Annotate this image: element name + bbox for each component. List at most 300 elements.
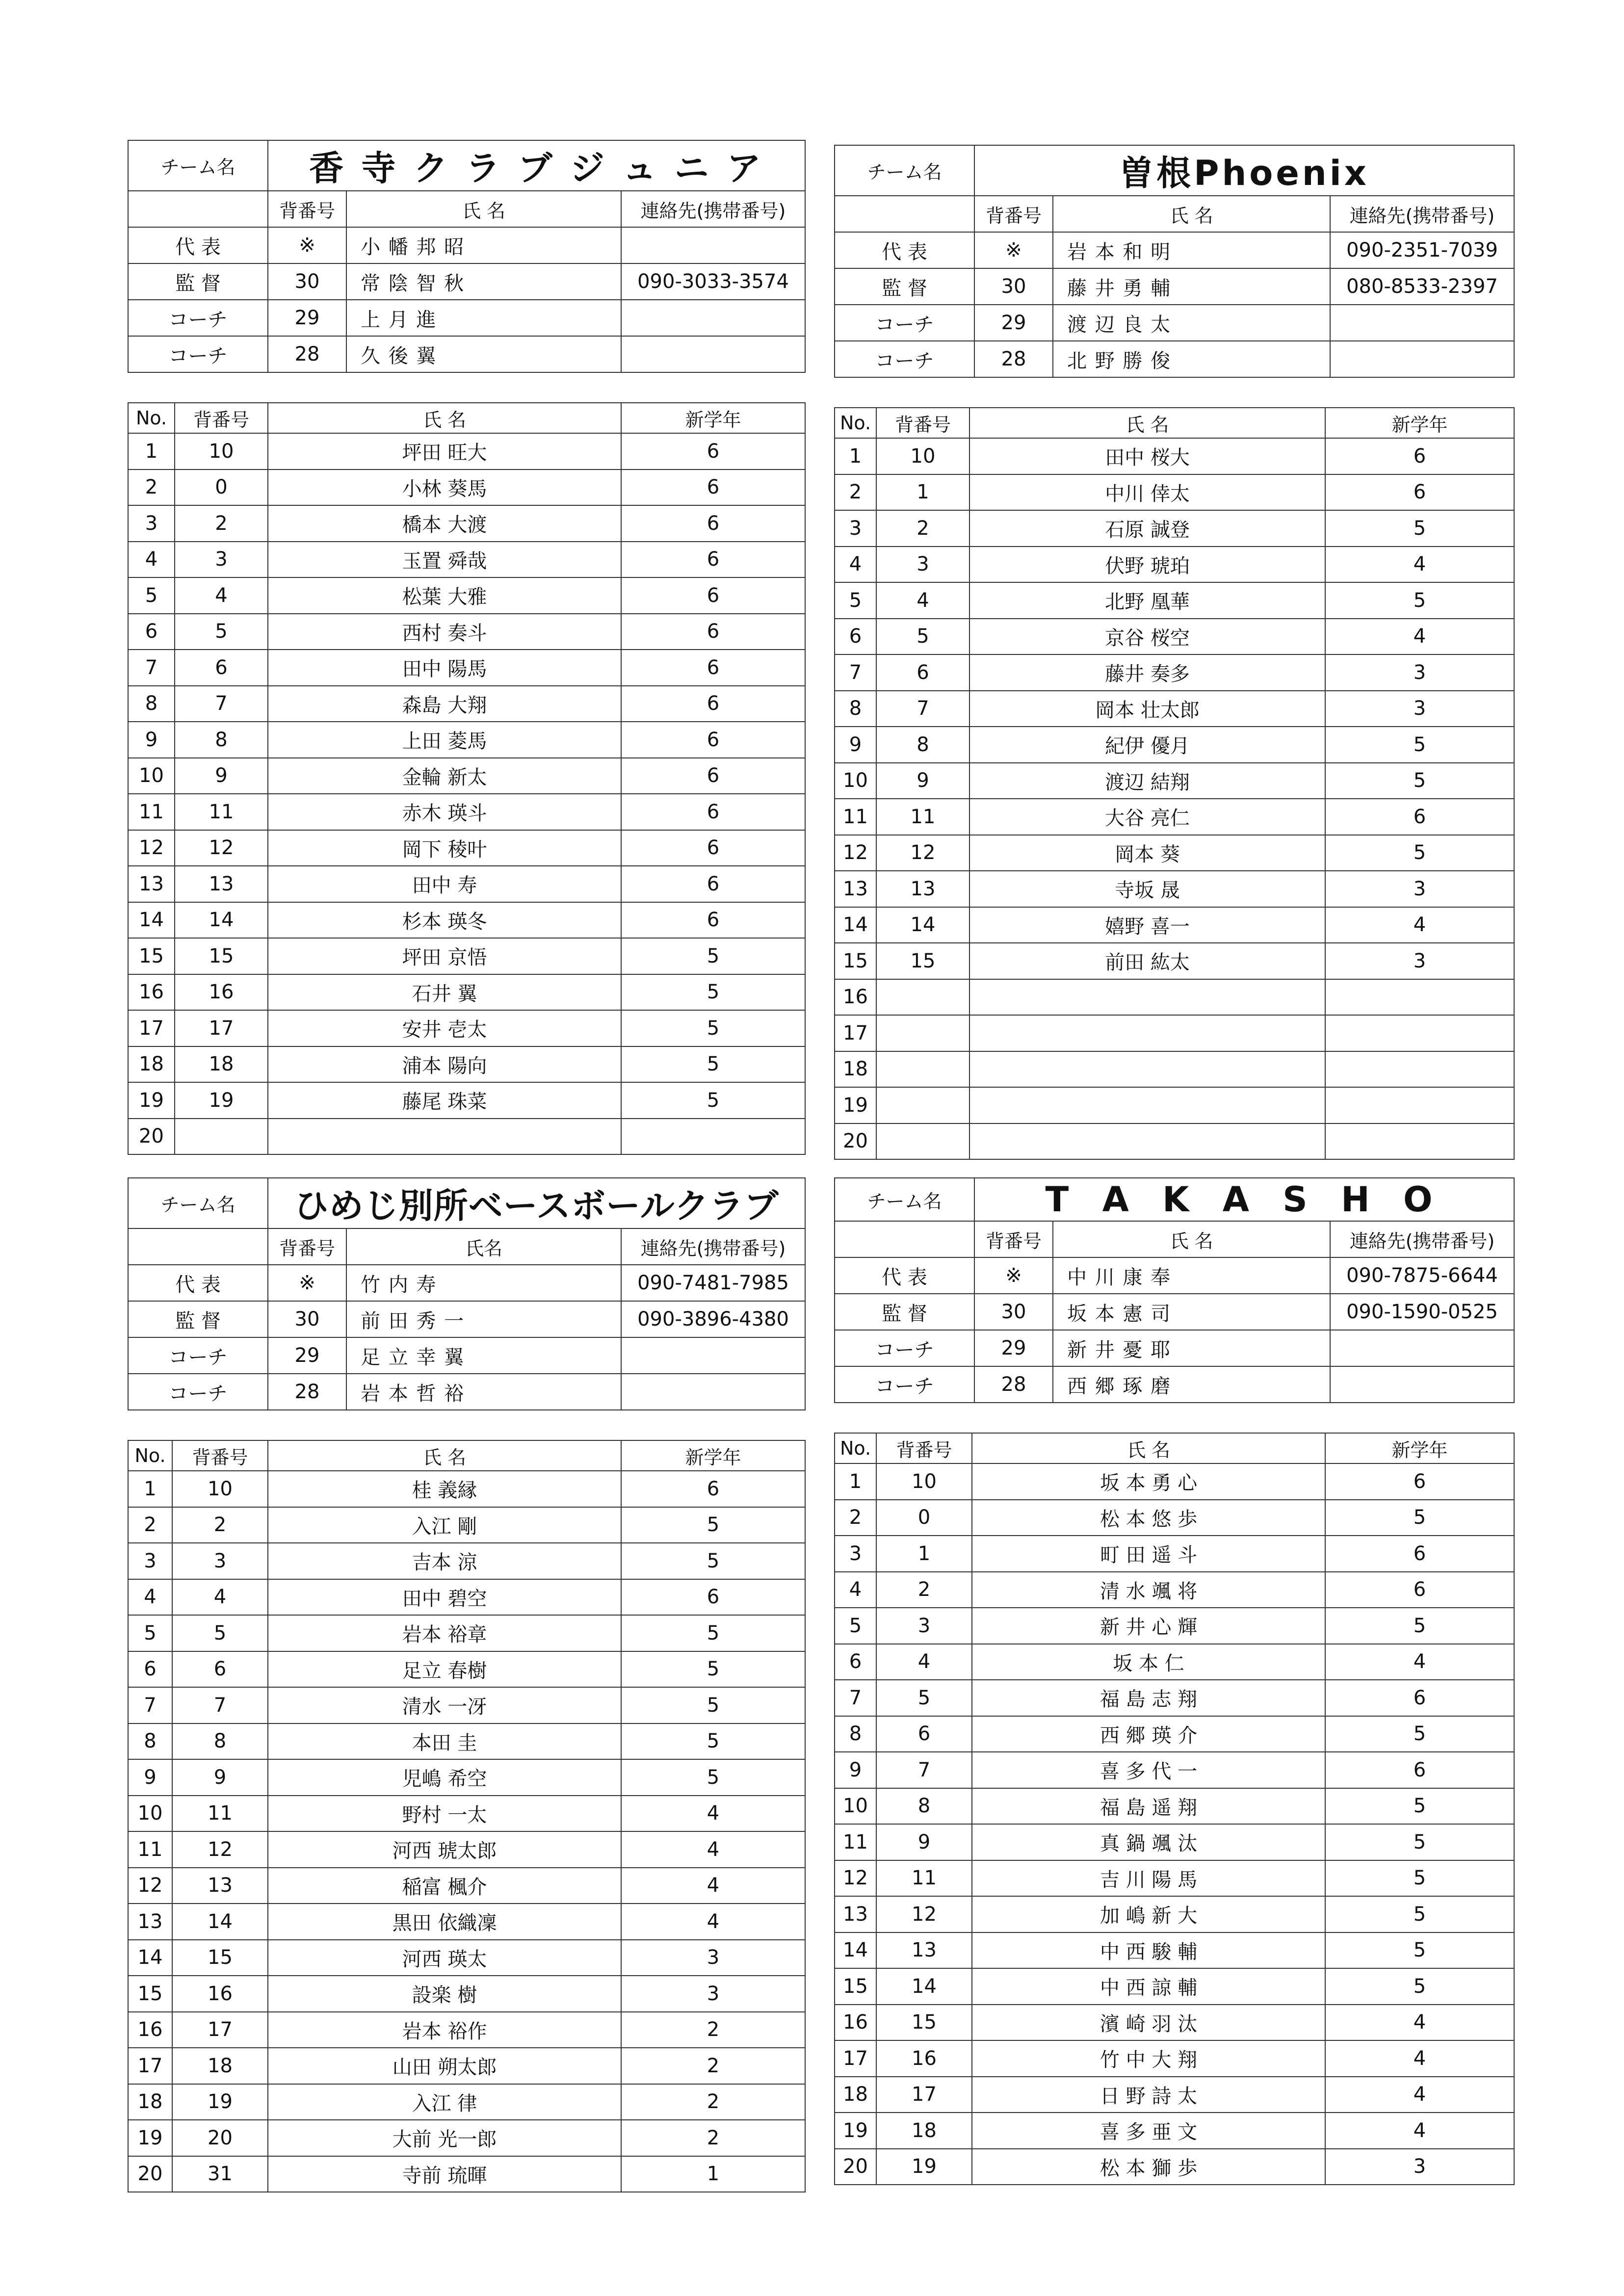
- staff-name: 小 幡 邦 昭: [346, 227, 621, 263]
- staff-table: [128, 1177, 806, 1410]
- player-name: 田中 碧空: [268, 1579, 621, 1616]
- table-row: [128, 650, 805, 686]
- player-name: [969, 1087, 1325, 1123]
- table-row: [128, 1904, 805, 1940]
- player-number: 2: [175, 505, 268, 542]
- table-row: [835, 2149, 1514, 2185]
- player-no: 9: [835, 727, 876, 763]
- player-number: 19: [876, 2149, 972, 2185]
- player-table: [128, 1440, 806, 2192]
- player-name: 岡下 稜叶: [268, 830, 621, 866]
- table-row: [128, 1940, 805, 1976]
- table-row: [128, 1759, 805, 1796]
- player-name: 河西 瑛太: [268, 1940, 621, 1976]
- player-name: 坂 本 仁: [972, 1644, 1325, 1680]
- contact-header: 連絡先(携帯番号): [1330, 1221, 1514, 1257]
- player-name: 赤木 瑛斗: [268, 794, 621, 830]
- player-number: 12: [876, 1896, 972, 1932]
- number-header: 背番号: [268, 191, 346, 227]
- player-number: 3: [172, 1543, 268, 1579]
- player-name: 藤井 奏多: [969, 654, 1325, 691]
- player-grade: 6: [621, 722, 805, 758]
- player-no: 7: [835, 1680, 876, 1716]
- player-no: 3: [835, 510, 876, 547]
- player-number: [876, 1051, 969, 1088]
- player-grade: 4: [1325, 907, 1514, 943]
- table-row: [835, 1824, 1514, 1860]
- player-number: 13: [876, 871, 969, 907]
- player-name: 坪田 京悟: [268, 938, 621, 974]
- player-no: 4: [835, 1572, 876, 1608]
- player-no: 11: [835, 1824, 876, 1860]
- staff-name: 坂 本 憲 司: [1053, 1294, 1330, 1330]
- player-name: 足立 春樹: [268, 1651, 621, 1688]
- no-header: No.: [835, 1433, 876, 1463]
- player-number: 16: [175, 974, 268, 1011]
- table-row: [128, 2156, 805, 2192]
- grade-header: 新学年: [621, 403, 805, 433]
- player-name: 石原 誠登: [969, 510, 1325, 547]
- player-number: 4: [175, 577, 268, 614]
- table-row: [835, 582, 1514, 619]
- player-name: 中 西 諒 輔: [972, 1968, 1325, 2005]
- number-header: 背番号: [974, 1221, 1053, 1257]
- player-grade: 6: [621, 650, 805, 686]
- player-number: 0: [876, 1500, 972, 1536]
- player-no: 3: [835, 1536, 876, 1572]
- staff-name: 岩 本 和 明: [1053, 232, 1330, 268]
- table-row: [128, 1831, 805, 1868]
- player-number: 12: [175, 830, 268, 866]
- player-grade: 6: [621, 542, 805, 578]
- player-name: 岩本 裕作: [268, 2012, 621, 2048]
- team-name-label: チーム名: [835, 1178, 974, 1221]
- role-label: 代 表: [128, 1265, 268, 1301]
- table-row: [835, 619, 1514, 655]
- player-grade: [1325, 979, 1514, 1016]
- player-name: 町 田 遥 斗: [972, 1536, 1325, 1572]
- player-no: 17: [128, 2048, 172, 2084]
- player-number: 8: [172, 1723, 268, 1760]
- player-no: 4: [128, 1579, 172, 1616]
- player-no: 2: [128, 470, 175, 506]
- staff-name: 足 立 幸 翼: [346, 1337, 621, 1374]
- table-row: [128, 1687, 805, 1723]
- player-grade: 6: [1325, 438, 1514, 474]
- player-number: 17: [175, 1010, 268, 1046]
- table-row: [835, 1752, 1514, 1788]
- staff-number: 28: [268, 336, 346, 372]
- table-row: [835, 2005, 1514, 2041]
- player-grade: 5: [1325, 1860, 1514, 1897]
- table-row: [835, 438, 1514, 474]
- staff-table: [834, 145, 1515, 378]
- player-grade: 6: [621, 902, 805, 939]
- player-grade: 5: [1325, 1608, 1514, 1644]
- player-no: 14: [835, 1932, 876, 1969]
- player-grade: 5: [1325, 1896, 1514, 1932]
- player-name: 黒田 依織凜: [268, 1904, 621, 1940]
- player-no: 9: [128, 1759, 172, 1796]
- player-grade: 6: [621, 470, 805, 506]
- player-grade: 5: [621, 974, 805, 1011]
- player-grade: 6: [621, 866, 805, 902]
- player-no: 7: [128, 650, 175, 686]
- player-grade: 6: [1325, 1680, 1514, 1716]
- player-no: 6: [128, 614, 175, 650]
- role-label: コーチ: [128, 1337, 268, 1374]
- player-grade: 2: [621, 2120, 805, 2156]
- player-grade: 5: [621, 1687, 805, 1723]
- table-row: [835, 835, 1514, 871]
- player-no: 7: [835, 654, 876, 691]
- player-number: [876, 979, 969, 1016]
- staff-phone: [1330, 305, 1514, 341]
- name-header: 氏 名: [268, 1440, 621, 1471]
- player-number: 7: [172, 1687, 268, 1723]
- player-name: [969, 1123, 1325, 1160]
- player-grade: 6: [621, 758, 805, 794]
- player-name: [268, 1119, 621, 1155]
- player-no: 14: [835, 907, 876, 943]
- player-no: 8: [835, 691, 876, 727]
- player-number: 11: [876, 1860, 972, 1897]
- player-name: [969, 979, 1325, 1016]
- player-name: [969, 1051, 1325, 1088]
- player-no: 11: [128, 794, 175, 830]
- player-no: 20: [128, 2156, 172, 2192]
- player-grade: 6: [621, 505, 805, 542]
- player-grade: 4: [1325, 2005, 1514, 2041]
- staff-phone: 090-7481-7985: [621, 1265, 805, 1301]
- table-row: [835, 1087, 1514, 1123]
- player-grade: 5: [621, 1082, 805, 1119]
- staff-phone: 090-1590-0525: [1330, 1294, 1514, 1330]
- player-grade: [1325, 1087, 1514, 1123]
- player-no: 5: [835, 582, 876, 619]
- role-label: コーチ: [128, 1374, 268, 1410]
- player-no: 13: [835, 1896, 876, 1932]
- table-row: [835, 2113, 1514, 2149]
- player-number: 8: [876, 1788, 972, 1825]
- player-number: 17: [876, 2077, 972, 2113]
- player-name: 藤尾 珠菜: [268, 1082, 621, 1119]
- player-no: 13: [128, 866, 175, 902]
- player-number: 18: [876, 2113, 972, 2149]
- staff-number: 29: [974, 305, 1053, 341]
- player-number: 6: [876, 1716, 972, 1752]
- player-name: 松葉 大雅: [268, 577, 621, 614]
- player-no: 19: [128, 2120, 172, 2156]
- role-label: コーチ: [835, 1330, 974, 1366]
- table-row: [128, 2012, 805, 2048]
- player-no: 9: [128, 722, 175, 758]
- player-name: 河西 琥太郎: [268, 1831, 621, 1868]
- player-no: 8: [835, 1716, 876, 1752]
- staff-phone: [621, 227, 805, 263]
- player-grade: 5: [1325, 835, 1514, 871]
- player-number: 9: [876, 763, 969, 799]
- player-name: 北野 凰華: [969, 582, 1325, 619]
- player-table: [834, 1433, 1515, 2185]
- player-grade: 4: [1325, 547, 1514, 583]
- table-row: [835, 979, 1514, 1016]
- player-name: 安井 壱太: [268, 1010, 621, 1046]
- player-grade: 3: [1325, 654, 1514, 691]
- table-row: [128, 938, 805, 974]
- player-name: 渡辺 結翔: [969, 763, 1325, 799]
- table-row: [128, 577, 805, 614]
- name-header: 氏 名: [268, 403, 621, 433]
- player-grade: 3: [1325, 871, 1514, 907]
- player-number: 5: [175, 614, 268, 650]
- player-no: 14: [128, 902, 175, 939]
- player-grade: 6: [1325, 1572, 1514, 1608]
- player-number: 9: [172, 1759, 268, 1796]
- player-number: 7: [175, 686, 268, 722]
- player-no: 2: [835, 474, 876, 511]
- player-grade: 5: [1325, 763, 1514, 799]
- player-number: 16: [876, 2040, 972, 2077]
- staff-phone: [1330, 341, 1514, 377]
- team-roster-1: [128, 140, 805, 1155]
- player-name: 児嶋 希空: [268, 1759, 621, 1796]
- name-header: 氏 名: [346, 191, 621, 227]
- role-label: コーチ: [128, 336, 268, 372]
- player-grade: 6: [621, 686, 805, 722]
- player-no: 5: [835, 1608, 876, 1644]
- player-grade: 5: [621, 1010, 805, 1046]
- player-no: 17: [128, 1010, 175, 1046]
- player-no: 12: [128, 1868, 172, 1904]
- player-grade: 5: [621, 1507, 805, 1543]
- player-name: 喜 多 代 一: [972, 1752, 1325, 1788]
- team-name: ひめじ別所ベースボールクラブ: [268, 1178, 805, 1228]
- player-number: 3: [175, 542, 268, 578]
- table-row: [128, 1796, 805, 1832]
- player-no: 9: [835, 1752, 876, 1788]
- player-name: 福 島 遥 翔: [972, 1788, 1325, 1825]
- table-row: [128, 866, 805, 902]
- player-name: 嬉野 喜一: [969, 907, 1325, 943]
- player-name: 稲富 楓介: [268, 1868, 621, 1904]
- team-roster-3: [128, 1177, 805, 2192]
- player-grade: 5: [1325, 727, 1514, 763]
- player-no: 1: [128, 1471, 172, 1507]
- role-label: 監 督: [128, 1301, 268, 1337]
- player-no: 13: [835, 871, 876, 907]
- player-grade: 2: [621, 2048, 805, 2084]
- number-header: 背番号: [268, 1228, 346, 1265]
- staff-number: ※: [268, 1265, 346, 1301]
- table-row: [128, 470, 805, 506]
- player-no: 15: [835, 943, 876, 979]
- player-no: 20: [128, 1119, 175, 1155]
- role-label: コーチ: [835, 305, 974, 341]
- staff-number: 29: [268, 1337, 346, 1374]
- team-name-label: チーム名: [128, 140, 268, 191]
- player-grade: 5: [621, 1651, 805, 1688]
- team-name: T A K A S H O: [974, 1178, 1514, 1221]
- table-row: [835, 654, 1514, 691]
- player-grade: 5: [621, 938, 805, 974]
- player-name: 坪田 旺大: [268, 433, 621, 470]
- table-row: [128, 505, 805, 542]
- player-grade: 6: [621, 1471, 805, 1507]
- grade-header: 新学年: [1325, 1433, 1514, 1463]
- player-no: 12: [835, 1860, 876, 1897]
- player-number: 31: [172, 2156, 268, 2192]
- player-grade: 6: [621, 794, 805, 830]
- role-label: 代 表: [128, 227, 268, 263]
- role-label: 監 督: [835, 268, 974, 305]
- player-grade: 5: [1325, 510, 1514, 547]
- table-row: [128, 2120, 805, 2156]
- player-name: 真 鍋 颯 汰: [972, 1824, 1325, 1860]
- player-grade: 6: [1325, 1752, 1514, 1788]
- player-number: 3: [876, 547, 969, 583]
- name-header: 氏 名: [972, 1433, 1325, 1463]
- role-label: コーチ: [128, 300, 268, 336]
- player-no: 11: [128, 1831, 172, 1868]
- player-number: 5: [876, 619, 969, 655]
- player-name: 京谷 桜空: [969, 619, 1325, 655]
- player-no: 10: [128, 1796, 172, 1832]
- table-row: [128, 1010, 805, 1046]
- table-row: [835, 1536, 1514, 1572]
- player-grade: 6: [1325, 1536, 1514, 1572]
- table-row: [128, 433, 805, 470]
- player-grade: 2: [621, 2084, 805, 2120]
- player-number: 10: [175, 433, 268, 470]
- player-number: 4: [876, 1644, 972, 1680]
- player-no: 15: [128, 938, 175, 974]
- name-header: 氏 名: [969, 408, 1325, 438]
- table-row: [128, 2084, 805, 2120]
- staff-name: 西 郷 琢 磨: [1053, 1366, 1330, 1403]
- table-row: [835, 1932, 1514, 1969]
- table-row: [128, 1976, 805, 2012]
- player-name: 西村 奏斗: [268, 614, 621, 650]
- staff-number: ※: [268, 227, 346, 263]
- number-header: 背番号: [172, 1440, 268, 1471]
- table-row: [835, 763, 1514, 799]
- player-grade: 6: [1325, 799, 1514, 835]
- staff-phone: [621, 336, 805, 372]
- staff-number: 29: [974, 1330, 1053, 1366]
- role-label: 代 表: [835, 1257, 974, 1294]
- player-name: 森島 大翔: [268, 686, 621, 722]
- player-grade: 6: [621, 1579, 805, 1616]
- table-row: [128, 1543, 805, 1579]
- player-number: 14: [172, 1904, 268, 1940]
- player-name: 岡本 壮太郎: [969, 691, 1325, 727]
- table-row: [835, 510, 1514, 547]
- grade-header: 新学年: [1325, 408, 1514, 438]
- table-row: [835, 799, 1514, 835]
- player-number: 20: [172, 2120, 268, 2156]
- player-no: 15: [835, 1968, 876, 2005]
- player-grade: 6: [621, 614, 805, 650]
- player-name: 野村 一太: [268, 1796, 621, 1832]
- staff-phone: 090-2351-7039: [1330, 232, 1514, 268]
- staff-phone: [621, 300, 805, 336]
- player-no: 1: [128, 433, 175, 470]
- team-name: 曽根Phoenix: [974, 145, 1514, 196]
- table-row: [128, 2048, 805, 2084]
- player-no: 19: [835, 2113, 876, 2149]
- role-label: 監 督: [835, 1294, 974, 1330]
- player-number: 17: [172, 2012, 268, 2048]
- table-row: [128, 1579, 805, 1616]
- player-grade: 2: [621, 2012, 805, 2048]
- table-row: [128, 1119, 805, 1155]
- player-no: 3: [128, 505, 175, 542]
- player-number: 7: [876, 1752, 972, 1788]
- player-no: 19: [835, 1087, 876, 1123]
- player-name: 喜 多 亜 文: [972, 2113, 1325, 2149]
- table-row: [128, 1046, 805, 1083]
- player-number: 10: [876, 1463, 972, 1500]
- player-name: 杉本 瑛冬: [268, 902, 621, 939]
- table-row: [835, 1500, 1514, 1536]
- staff-phone: [1330, 1330, 1514, 1366]
- player-name: 設楽 樹: [268, 1976, 621, 2012]
- staff-name: 前 田 秀 一: [346, 1301, 621, 1337]
- table-row: [835, 1896, 1514, 1932]
- player-name: 岩本 裕章: [268, 1615, 621, 1651]
- table-row: [835, 1860, 1514, 1897]
- player-number: 5: [876, 1680, 972, 1716]
- player-name: 玉置 舜哉: [268, 542, 621, 578]
- player-number: 5: [172, 1615, 268, 1651]
- player-name: 岡本 葵: [969, 835, 1325, 871]
- player-no: 2: [128, 1507, 172, 1543]
- player-name: 松 本 悠 歩: [972, 1500, 1325, 1536]
- table-row: [835, 1716, 1514, 1752]
- player-grade: 3: [1325, 691, 1514, 727]
- staff-number: 28: [974, 341, 1053, 377]
- player-grade: 4: [1325, 619, 1514, 655]
- player-no: 20: [835, 2149, 876, 2185]
- player-name: 本田 圭: [268, 1723, 621, 1760]
- player-number: 18: [175, 1046, 268, 1083]
- player-name: 伏野 琥珀: [969, 547, 1325, 583]
- player-number: 13: [172, 1868, 268, 1904]
- staff-name: 新 井 憂 耶: [1053, 1330, 1330, 1366]
- player-no: 4: [128, 542, 175, 578]
- player-no: 6: [835, 1644, 876, 1680]
- staff-phone: 090-7875-6644: [1330, 1257, 1514, 1294]
- table-row: [835, 727, 1514, 763]
- table-row: [835, 691, 1514, 727]
- player-no: 11: [835, 799, 876, 835]
- player-name: 日 野 詩 太: [972, 2077, 1325, 2113]
- staff-name: 渡 辺 良 太: [1053, 305, 1330, 341]
- team-name-label: チーム名: [835, 145, 974, 196]
- player-name: 大谷 亮仁: [969, 799, 1325, 835]
- player-no: 2: [835, 1500, 876, 1536]
- player-no: 10: [835, 1788, 876, 1825]
- table-row: [835, 871, 1514, 907]
- table-row: [128, 1615, 805, 1651]
- player-number: 11: [172, 1796, 268, 1832]
- player-number: 18: [172, 2048, 268, 2084]
- player-name: 浦本 陽向: [268, 1046, 621, 1083]
- player-grade: 5: [1325, 1932, 1514, 1969]
- player-no: 5: [128, 577, 175, 614]
- player-number: 14: [175, 902, 268, 939]
